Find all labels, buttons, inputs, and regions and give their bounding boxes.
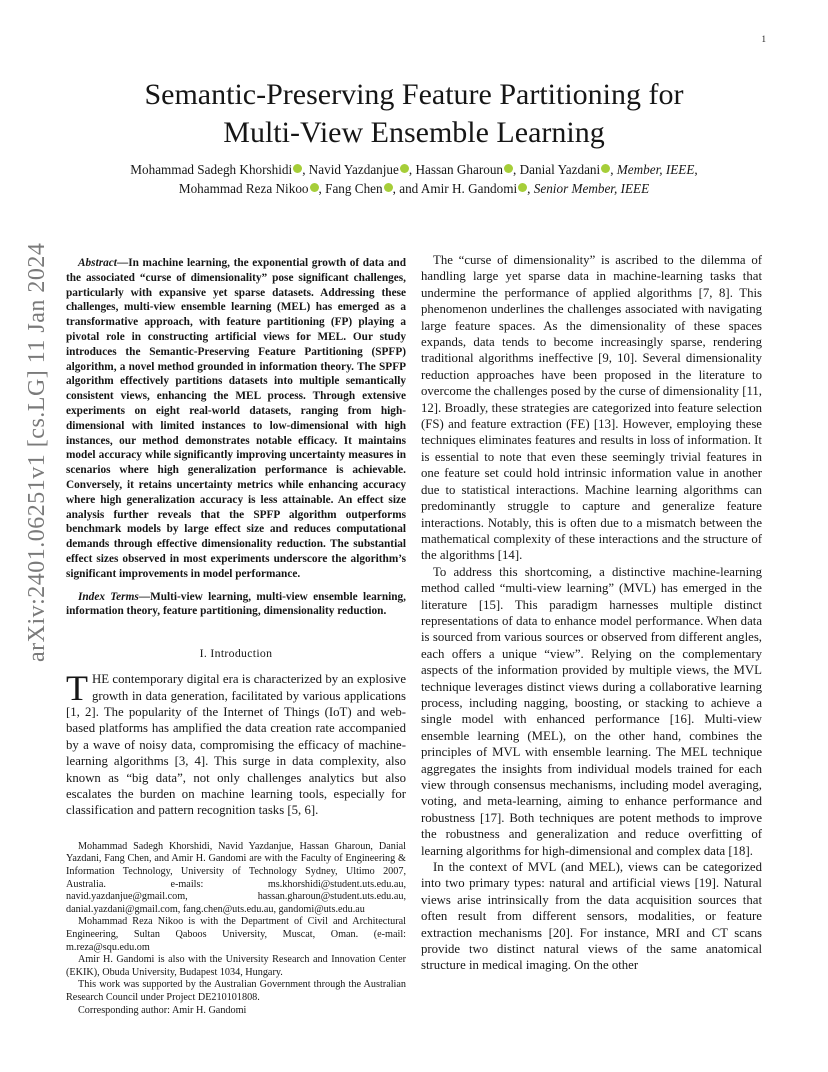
paper-title [60, 76, 768, 152]
body-paragraph: To address this shortcoming, a distinctive machine-learning method called “multi-view learning” (MVL) has emerged in the literature [15]. This paradigm harnesses multiple distinct representations of data to enhance model performance. When data is sourced from various sources or observed from different angles, each offers a unique “view”. Relying on the complementary aspects of the information provided by multiple views, the MVL technique leverages distinct views during a collaborative learning process, including nagging, boosting, or stacking to achieve a single model with enhanced performance [16]. Multi-view ensemble learning (MEL), on the other hand, combines the principles of MVL with ensemble learning. The MEL technique aggregates the insights from individual models trained for each view through consensus mechanisms, including model averaging, voting, and meta-learning, aiming to enhance performance and robustness [17]. Both techniques are potent methods to improve the robustness and generalization and reduce overfitting of learning algorithms for high-dimensional and complex data [18]. [421, 564, 762, 858]
right-column [421, 252, 762, 974]
body-paragraph: In the context of MVL (and MEL), views can be categorized into two primary types: natural and artificial views [19]. Natural views arise intrinsically from the data acquisition sources that often result from different sensors, modalities, or feature extraction mechanisms [20]. For instance, MRI and CT scans provide two distinct natural views of the same anatomical structure in medical imaging. On the other [421, 860, 762, 973]
abstract-text: —In machine learning, the exponential growth of data and the associated “curse of dimensionality” pose significant challenges, particularly with expansive yet sparse datasets. Addressing these challenges, multi-view ensemble learning (MEL) has emerged as a transformative approach, with feature partitioning (FP) playing a pivotal role in constructing artificial views for MEL. Our study introduces the Semantic-Preserving Feature Partitioning (SPFP) algorithm, a novel method grounded in information theory. The SPFP algorithm effectively partitions datasets into multiple semantically consistent views, enhancing the MEL process. Through extensive experiments on eight real-world datasets, ranging from high-dimensional with limited instances to low-dimensional with high instances, our method demonstrates notable efficacy. It maintains model accuracy while significantly improving uncertainty measures in scenarios where high generalization performance is achievable. Conversely, it retains uncertainty metrics while enhancing accuracy where high generalization accuracy is less attainable. An effect size analysis further reveals that the SPFP algorithm outperforms benchmark models by large effect size and reduces computational demands through effective dimensionality reduction. The substantial effect sizes observed in most experiments underscore the algorithm’s significant improvements in model performance. [66, 257, 406, 580]
orcid-icon[interactable] [293, 164, 302, 173]
abstract [66, 256, 406, 582]
index-terms-label: Index Terms [78, 590, 139, 603]
intro-paragraph [66, 668, 406, 819]
author-name: Navid Yazdanjue [308, 162, 399, 177]
orcid-icon[interactable] [310, 183, 319, 192]
left-column [66, 256, 406, 1017]
orcid-icon[interactable] [400, 164, 409, 173]
author-name: Amir H. Gandomi [420, 181, 518, 196]
author-name: Mohammad Reza Nikoo [178, 181, 309, 196]
footnote: Mohammad Sadegh Khorshidi, Navid Yazdanjue, Hassan Gharoun, Danial Yazdani, Fang Chen, and Amir H. Gandomi are with the Faculty of Engineering & Information Technology, University of Technology Sydney, Ultimo 2007, Australia. e-mails: ms.khorshidi@student.uts.edu.au, navid.yazdanjue@gmail.com, hassan.gharoun@student.uts.edu.au, danial.yazdani@gmail.com, fang.chen@uts.edu.au, gandomi@uts.edu.au [66, 840, 406, 915]
drop-cap: T [66, 668, 88, 709]
section-heading: I. Introduction [199, 646, 273, 661]
author-membership: Member, IEEE [616, 162, 695, 177]
abstract-label: Abstract [78, 257, 117, 269]
title-line-1: Semantic-Preserving Feature Partitioning for [144, 78, 684, 111]
page-number: 1 [761, 34, 766, 44]
author-list [60, 160, 768, 198]
body-paragraph: The “curse of dimensionality” is ascribed to the dilemma of handling large yet sparse data in machine-learning tasks that undermine the performance of applied algorithms [7, 8]. This phenomenon underlines the challenges associated with navigating large feature spaces. As the dimensionality of these spaces expands, data tends to become increasingly sparse, rendering traditional algorithms ineffective [9, 10]. Several dimensionality reduction approaches have been proposed in the literature to overcome the challenges posed by the curse of dimensionality [11, 12]. Broadly, these strategies are categorized into feature selection (FS) and feature extraction (FE) [13]. However, employing these techniques eliminates features and results in loss of information. It is essential to note that even these seemingly trivial features in one feature set could hold intrinsic information value in another due to statistical interactions. Machine learning algorithms can predominantly struggle to capture and generalize feature interactions. Notably, this is often due to a mismatch between the mathematical complexity of these interactions and the structure of the algorithms [14]. [421, 253, 762, 563]
author-name: Danial Yazdani [519, 162, 601, 177]
author-name: Mohammad Sadegh Khorshidi [130, 162, 293, 177]
footnotes [66, 841, 406, 1017]
orcid-icon[interactable] [518, 183, 527, 192]
footnote: This work was supported by the Australian Government through the Australian Research Council under Project DE210101808. [66, 979, 406, 1003]
index-terms-text: —Multi-view learning, multi-view ensemble learning, information theory, feature partitioning, dimensionality reduction. [66, 590, 406, 618]
footnote: Amir H. Gandomi is also with the University Research and Innovation Center (EKIK), Obuda University, Budapest 1034, Hungary. [66, 954, 406, 978]
author-line-2: Mohammad Reza Nikoo , Fang Chen , and Amir H. Gandomi , Senior Member, IEEE [178, 181, 650, 196]
author-name: Hassan Gharoun [415, 162, 504, 177]
title-line-2: Multi-View Ensemble Learning [223, 116, 605, 149]
orcid-icon[interactable] [504, 164, 513, 173]
orcid-icon[interactable] [384, 183, 393, 192]
arxiv-watermark: arXiv:2401.06251v1 [cs.LG] 11 Jan 2024 [24, 242, 50, 662]
intro-text: HE contemporary digital era is characterized by an explosive growth in data generation, facilitated by various applications [1, 2]. The popularity of the Internet of Things (IoT) and web-based platforms has amplified the data creation rate accompanied by a wave of noisy data, compromising the efficacy of machine-learning algorithms [3, 4]. This surge in data complexity, also known as “big data”, not only challenges analytics but also escalates the burden on machine learning tools, especially for classification and pattern recognition tasks [5, 6]. [66, 672, 406, 818]
footnote: Mohammad Reza Nikoo is with the Department of Civil and Architectural Engineering, Sultan Qaboos University, Muscat, Oman. (e-mail: m.reza@squ.edu.om [66, 916, 406, 953]
index-terms [66, 590, 406, 620]
author-membership: Senior Member, IEEE [533, 181, 650, 196]
author-line-1: Mohammad Sadegh Khorshidi , Navid Yazdanjue , Hassan Gharoun , Danial Yazdani , Member, IEEE, [130, 162, 698, 177]
author-name: Fang Chen [325, 181, 383, 196]
orcid-icon[interactable] [601, 164, 610, 173]
footnote: Corresponding author: Amir H. Gandomi [78, 1004, 247, 1016]
